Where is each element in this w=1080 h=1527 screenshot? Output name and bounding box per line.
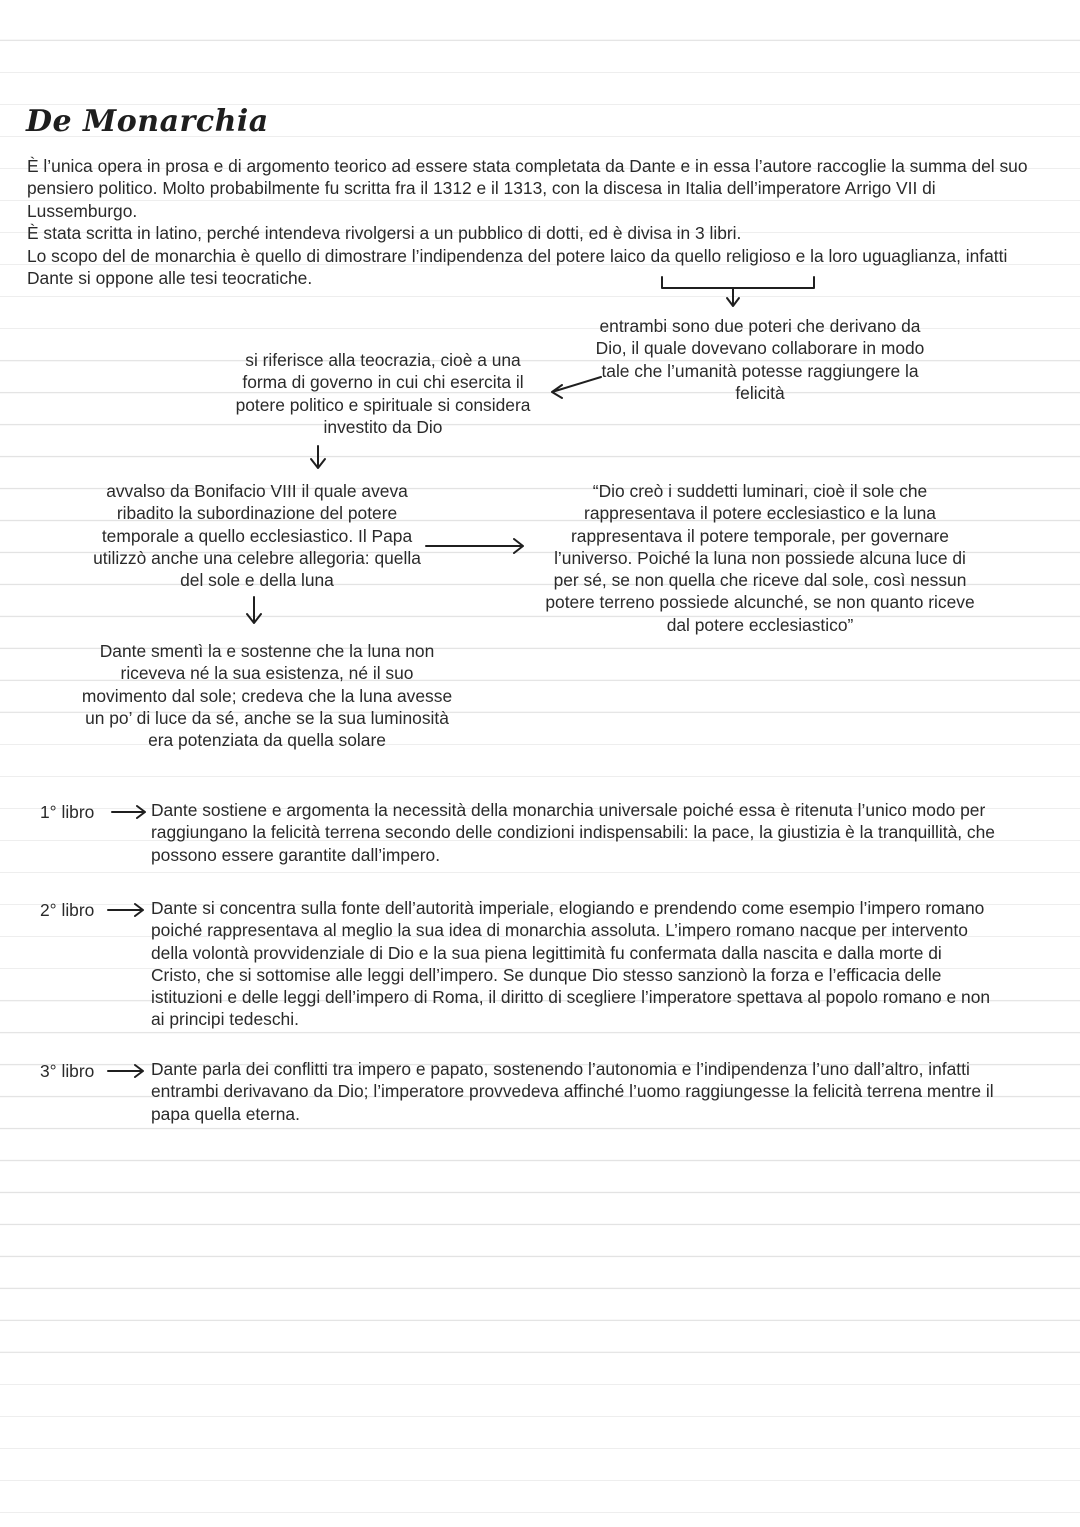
arrow-right-icon <box>108 1065 143 1077</box>
libro-label: 2° libro <box>40 900 95 920</box>
arrow-right-icon <box>108 904 143 916</box>
libro-label: 1° libro <box>40 802 95 822</box>
concept-smenti: Dante smentì la e sostenne che la luna non riceveva né la sua esistenza, né il suo movimento dal sole; credeva che la luna avesse un po’ di luce da sé, anche se la sua luminosità era potenziata da quella solare <box>81 641 453 751</box>
arrow-right-icon <box>426 539 523 553</box>
intro-paragraph: È l’unica opera in prosa e di argomento teorico ad essere stata completata da Dante e in essa l’autore raccoglie la summa del suo pensiero politico. Molto probabilmente fu scritta fra il 1312 e il 1313, con la discesa in Italia dell’imperatore Arrigo VII di Lussemburgo. <box>27 156 1028 221</box>
page-title: De Monarchia <box>26 104 269 139</box>
concept-bonifacio: avvalso da Bonifacio VIII il quale aveva ribadito la subordinazione del potere temporale a quello ecclesiastico. Il Papa utilizzò anche una celebre allegoria: quella del sole e della luna <box>93 481 421 591</box>
concept-citazione: “Dio creò i suddetti luminari, cioè il sole che rappresentava il potere ecclesiastico e la luna rappresentava il potere temporale, per governare l’universo. Poiché la luna non possiede alcuna luce di per sé, se non quella che riceve dal sole, così nessun potere terreno possiede alcunché, se non quanto riceve dal potere ecclesiastico” <box>545 481 975 635</box>
libro-label: 3° libro <box>40 1061 95 1081</box>
concept-teocrazia: si riferisce alla teocrazia, cioè a una forma di governo in cui chi esercita il potere politico e spirituale si considera investito da Dio <box>235 350 531 437</box>
intro-section <box>27 155 1037 289</box>
concept-entrambi: entrambi sono due poteri che derivano da Dio, il quale dovevano collaborare in modo tale che l’umanità potesse raggiungere la felicità <box>595 316 925 403</box>
intro-paragraph: Lo scopo del de monarchia è quello di dimostrare l’indipendenza del potere laico da quello religioso e la loro uguaglianza, infatti Dante si oppone alle tesi teocratiche. <box>27 245 1008 289</box>
intro-paragraph: È stata scritta in latino, perché intendeva rivolgersi a un pubblico di dotti, ed è divisa in 3 libri. <box>27 223 742 244</box>
arrow-down-icon <box>247 597 261 623</box>
libro-text: Dante parla dei conflitti tra impero e papato, sostenendo l’autonomia e l’indipendenza l’uno dall’altro, infatti entrambi derivavano da Dio; l’imperatore provvedeva affinché l’uomo raggiungesse la felicità terrena mentre il papa quella eterna. <box>151 1059 994 1124</box>
arrow-down-icon <box>311 446 325 468</box>
arrow-right-icon <box>112 806 145 818</box>
arrow-down-icon <box>727 288 739 306</box>
libro-text: Dante sostiene e argomenta la necessità della monarchia universale poiché essa è ritenuta l’unico modo per raggiungano la felicità terrena secondo delle condizioni indispensabili: la pace, la giustizia è la tranquillità, che possono essere garantite dall’impero. <box>151 800 995 865</box>
libro-text: Dante si concentra sulla fonte dell’autorità imperiale, elogiando e prendendo come esempio l’impero romano poiché rappresentava al meglio la sua idea di monarchia assoluta. L’impero romano nacque per intervento della volontà provvidenziale di Dio e la sua piena legittimità fu confermata dalla nascita e dalla morte di Cristo, che si sottomise alle leggi dell’impero. Se dunque Dio stesso sanzionò la forza e l’efficacia delle istituzioni e delle leggi dell’impero di Roma, il diritto di scegliere l’imperatore spettava al popolo romano e non ai principi tedeschi. <box>151 898 991 1030</box>
